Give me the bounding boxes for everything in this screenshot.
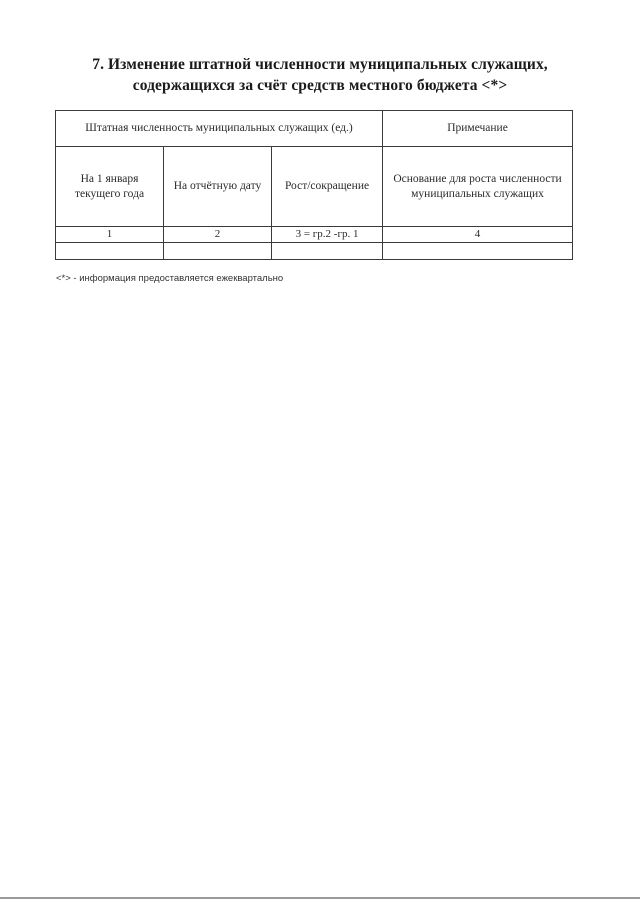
header-staff-count: Штатная численность муниципальных служащих (ед.): [56, 111, 383, 147]
table-cell: [383, 243, 573, 260]
column-header-jan-1: На 1 января текущего года: [56, 147, 164, 227]
table-header-row: [56, 111, 573, 147]
column-header-change: Рост/сокращение: [272, 147, 383, 227]
table-cell: [164, 243, 272, 260]
header-note: Примечание: [383, 111, 573, 147]
staff-change-table: [55, 110, 573, 260]
column-number: 2: [164, 227, 272, 243]
table-cell: [56, 243, 164, 260]
column-header-report-date: На отчётную дату: [164, 147, 272, 227]
scan-bottom-edge: [0, 897, 640, 899]
column-number: 4: [383, 227, 573, 243]
section-title-line-1: 7. Изменение штатной численности муниципальных служащих,: [92, 56, 548, 73]
section-title-line-2: содержащихся за счёт средств местного бюджета <*>: [132, 77, 508, 94]
footnote: <*> - информация предоставляется ежеквартально: [56, 273, 284, 284]
column-number-row: [56, 227, 573, 243]
column-number: 1: [56, 227, 164, 243]
column-header-basis: Основание для роста численности муниципальных служащих: [383, 147, 573, 227]
column-number: 3 = гр.2 -гр. 1: [272, 227, 383, 243]
table-subheader-row: [56, 147, 573, 227]
table-row: [56, 243, 573, 260]
table-cell: [272, 243, 383, 260]
